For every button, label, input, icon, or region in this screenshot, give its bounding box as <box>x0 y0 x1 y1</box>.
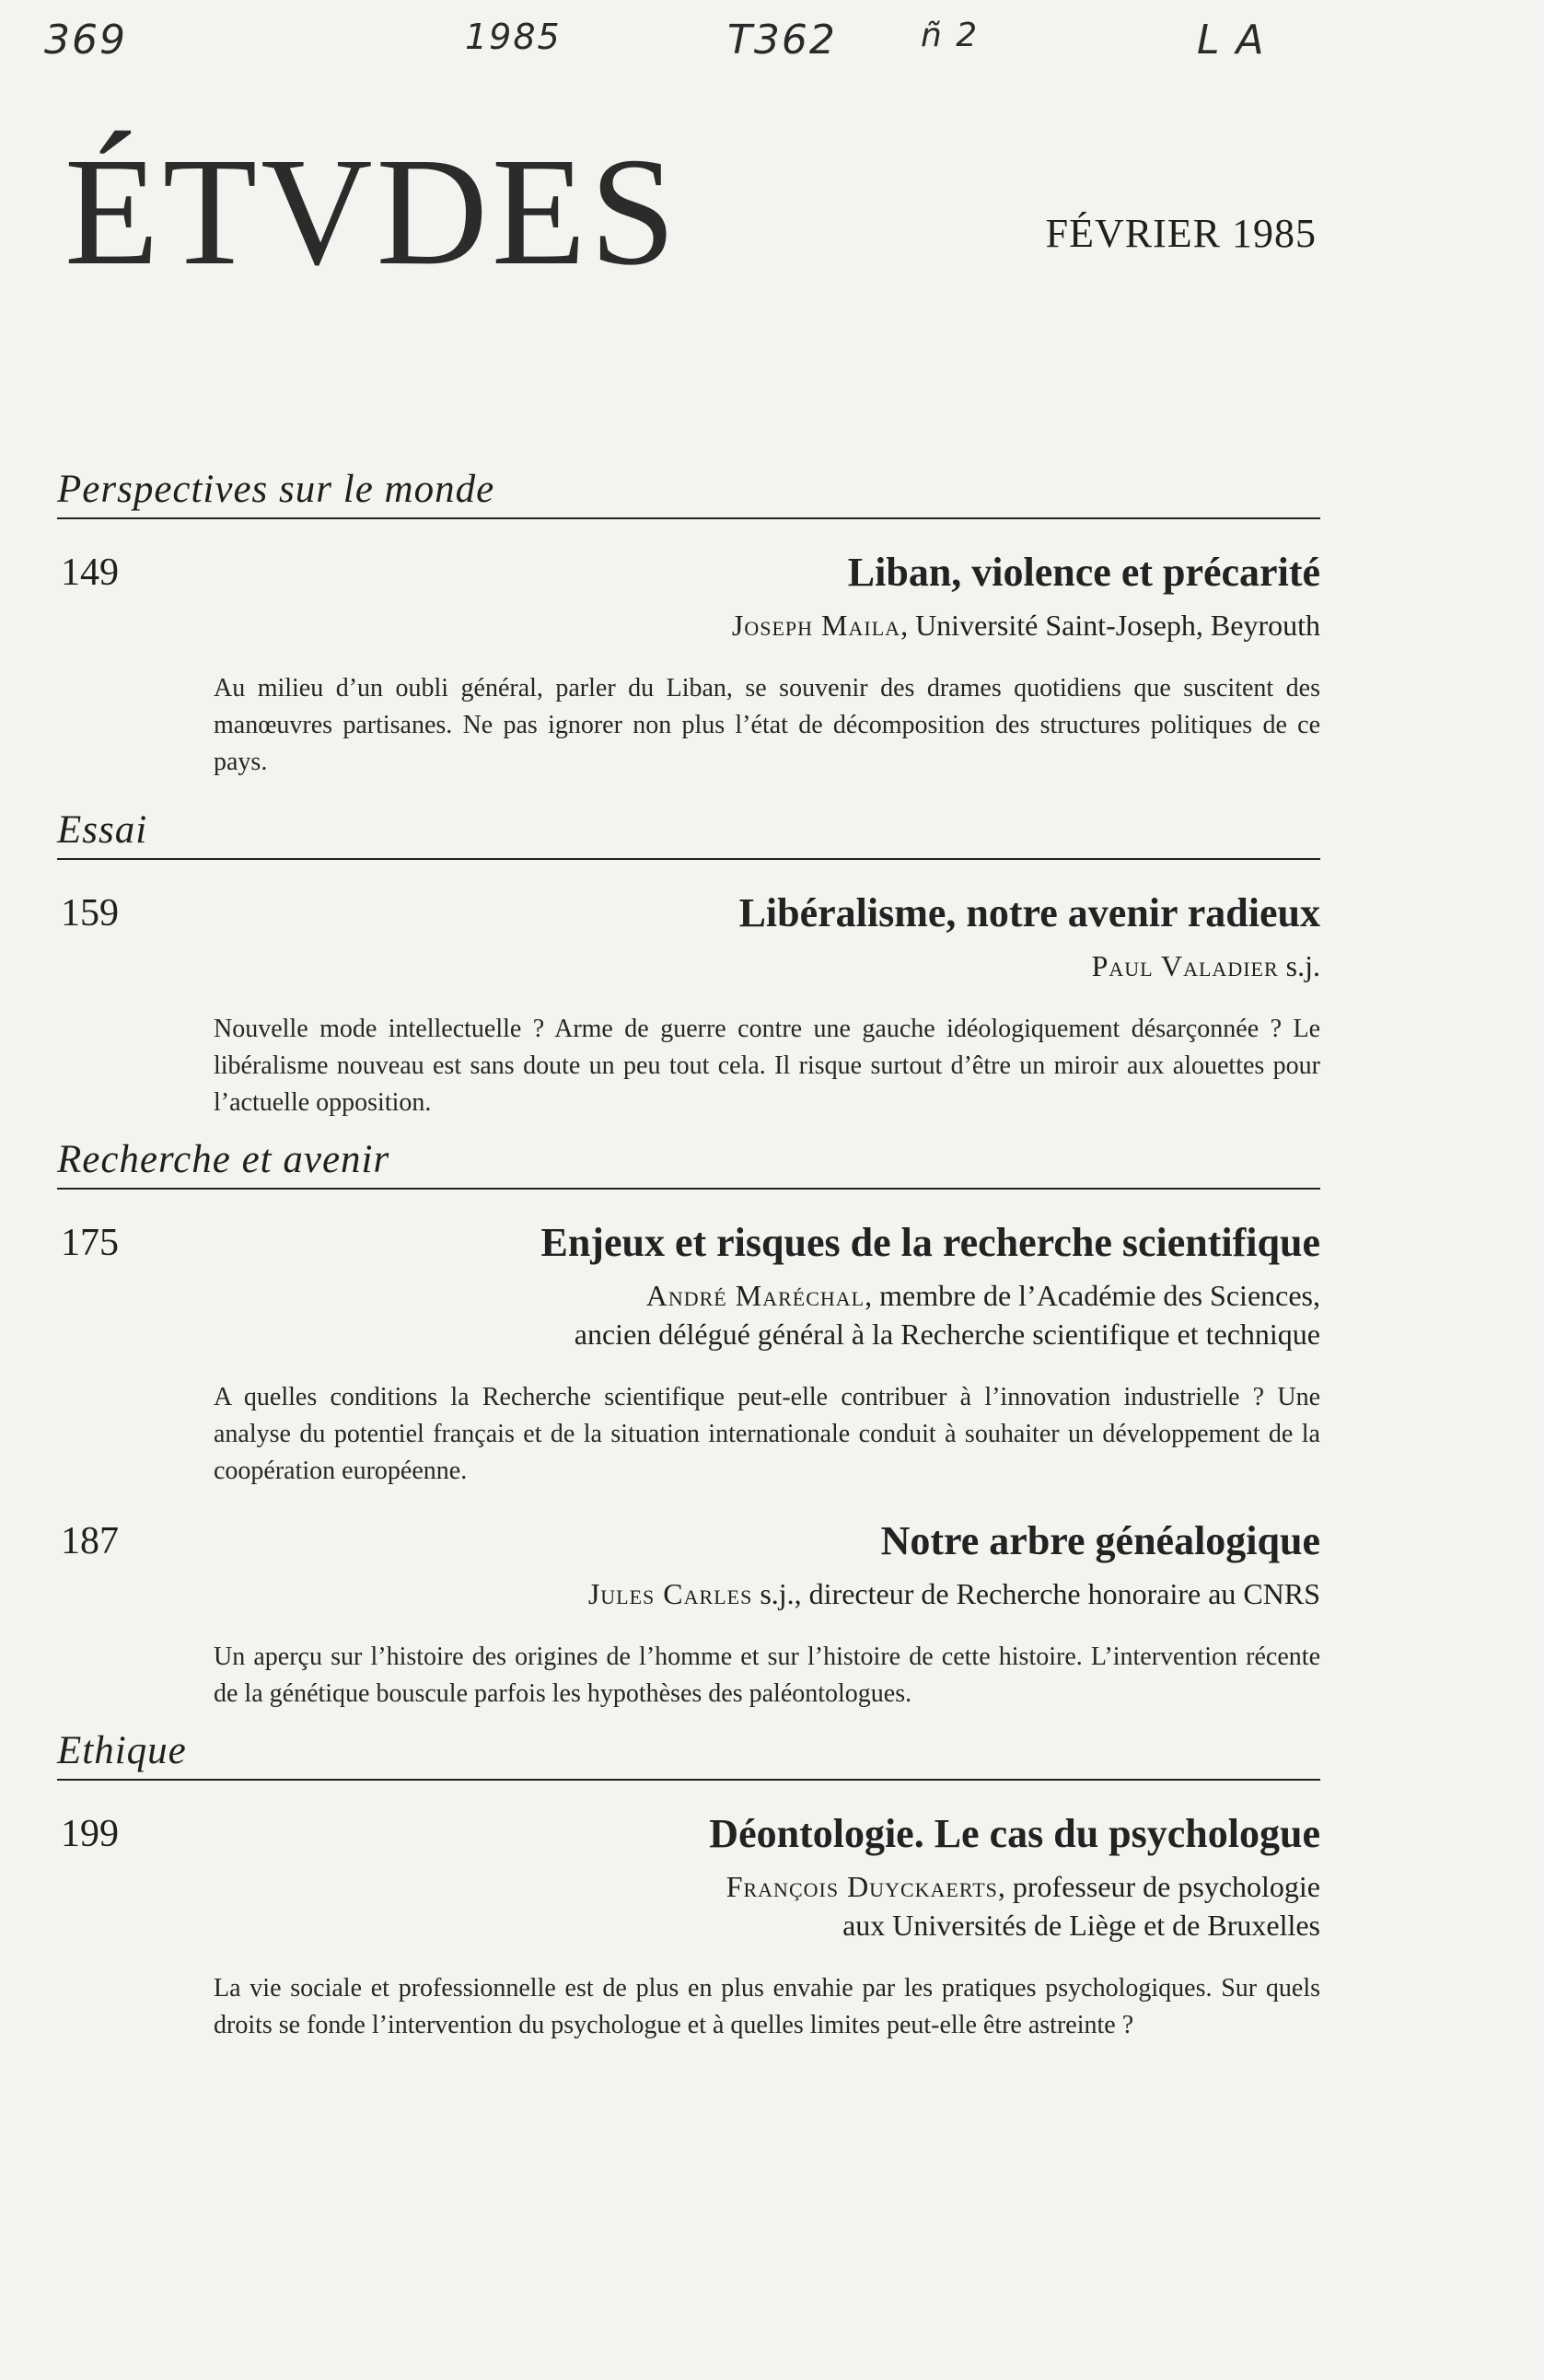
annotation-initials: L A <box>1197 17 1266 64</box>
page-number: 199 <box>61 1813 119 1855</box>
annotation-year: 1985 <box>465 17 562 57</box>
masthead <box>64 126 1317 297</box>
toc-entry <box>57 1517 1320 1712</box>
annotation-issue: ñ 2 <box>921 17 980 54</box>
page-number: 159 <box>61 892 119 935</box>
page-number: 187 <box>61 1520 119 1562</box>
article-title: Liban, violence et précarité <box>847 550 1320 595</box>
article-abstract: La vie sociale et professionnelle est de plus en plus envahie par les pratiques psychologiques. Sur quels droits se fonde l’intervention du psychologue et à quelles limites peut-elle être astreinte ? <box>214 1974 1320 2039</box>
author-affiliation: , Université Saint-Joseph, Beyrouth <box>900 609 1320 642</box>
annotation-catalog: T362 <box>727 17 837 64</box>
toc-entry <box>57 889 1320 1121</box>
article-abstract: Un aperçu sur l’histoire des origines de l’homme et sur l’histoire de cette histoire. L’intervention récente de la génétique bouscule parfois les hypothèses des paléontologues. <box>214 1643 1320 1708</box>
toc-entry <box>57 549 1320 781</box>
article-title: Libéralisme, notre avenir radieux <box>738 890 1320 935</box>
author-affiliation: s.j. <box>1278 949 1320 982</box>
author-affiliation-line-2: aux Universités de Liège et de Bruxelles <box>842 1909 1320 1942</box>
table-of-contents <box>57 451 1320 2044</box>
journal-title: ÉTVDES <box>64 126 679 297</box>
author-name: Jules Carles <box>587 1577 753 1610</box>
author-affiliation-line-2: ancien délégué général à la Recherche scientifique et technique <box>574 1318 1320 1351</box>
toc-entry <box>57 1219 1320 1490</box>
author-affiliation: s.j., directeur de Recherche honoraire au CNRS <box>752 1577 1320 1610</box>
article-title: Enjeux et risques de la recherche scientifique <box>540 1220 1320 1265</box>
section-heading: Recherche et avenir <box>57 1134 1320 1190</box>
section-heading: Ethique <box>57 1725 1320 1781</box>
author-line <box>57 1867 1320 1906</box>
article-title: Notre arbre généalogique <box>880 1518 1320 1563</box>
page-number: 175 <box>61 1222 119 1264</box>
author-name: François Duyckaerts <box>726 1870 998 1903</box>
article-abstract: Au milieu d’un oubli général, parler du Liban, se souvenir des drames quotidiens que suscitent des manœuvres partisanes. Ne pas ignorer non plus l’état de décomposition des structures politiques de ce pays. <box>214 674 1320 776</box>
author-name: Joseph Maila <box>731 609 901 642</box>
author-affiliation: , membre de l’Académie des Sciences, <box>865 1279 1320 1312</box>
handwritten-annotations <box>0 0 1544 83</box>
author-name: André Maréchal <box>645 1279 865 1312</box>
page-number: 149 <box>61 551 119 594</box>
article-abstract: Nouvelle mode intellectuelle ? Arme de guerre contre une gauche idéologiquement désarçonnée ? Le libéralisme nouveau est sans doute un peu tout cela. Il risque surtout d’être un miroir aux alouettes pour l’actuelle opposition. <box>214 1015 1320 1117</box>
author-affiliation: , professeur de psychologie <box>997 1870 1320 1903</box>
author-line <box>57 1574 1320 1613</box>
annotation-number: 369 <box>44 17 127 64</box>
article-title: Déontologie. Le cas du psychologue <box>709 1811 1320 1856</box>
author-line <box>57 946 1320 985</box>
toc-entry <box>57 1810 1320 2044</box>
issue-date: FÉVRIER 1985 <box>1045 211 1317 256</box>
author-line <box>57 1276 1320 1315</box>
article-abstract: A quelles conditions la Recherche scientifique peut-elle contribuer à l’innovation industrielle ? Une analyse du potentiel français et de la situation internationale conduit à souhaiter un développement de la coopération européenne. <box>214 1383 1320 1485</box>
author-line <box>57 606 1320 644</box>
section-heading: Essai <box>57 805 1320 860</box>
author-name: Paul Valadier <box>1091 949 1279 982</box>
section-heading: Perspectives sur le monde <box>57 464 1320 519</box>
